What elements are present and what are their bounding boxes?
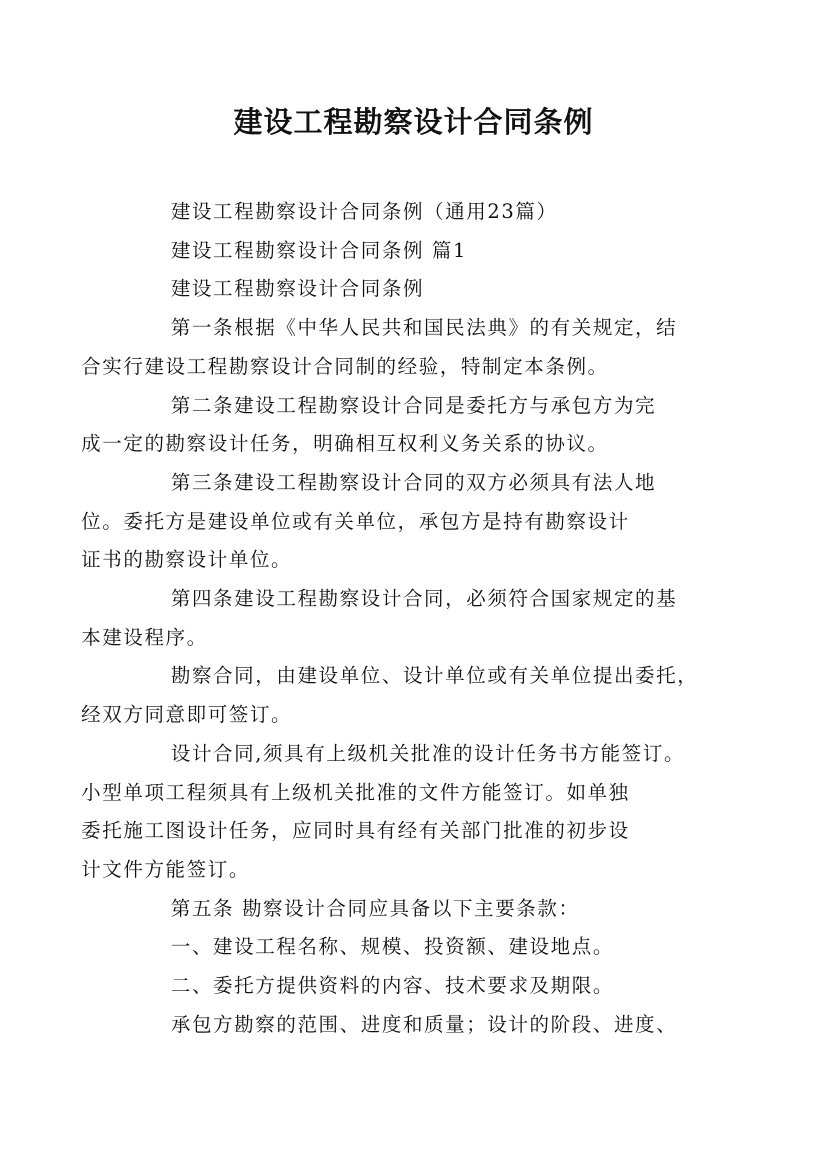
paragraph-line: 第一条根据《中华人民共和国民法典》的有关规定，结	[170, 316, 678, 340]
paragraph-line: 合实行建设工程勘察设计合同制的经验，特制定本条例。	[81, 354, 609, 378]
paragraph-line: 位。委托方是建设单位或有关单位，承包方是持有勘察设计	[81, 509, 630, 533]
paragraph-line: 成一定的勘察设计任务，明确相互权利义务关系的协议。	[81, 432, 609, 456]
paragraph-line: 建设工程勘察设计合同条例	[170, 277, 425, 301]
paragraph-line: 委托施工图设计任务，应同时具有经有关部门批准的初步设	[81, 819, 630, 843]
paragraph	[81, 580, 712, 657]
paragraph-line: 计文件方能签订。	[81, 857, 250, 881]
paragraph-line: 设计合同,须具有上级机关批准的设计任务书方能签订。	[170, 741, 686, 765]
paragraph	[126, 890, 712, 929]
document-title: 建设工程勘察设计合同条例	[233, 105, 594, 139]
paragraph-line: 第三条建设工程勘察设计合同的双方必须具有法人地	[170, 470, 657, 494]
paragraph-line: 证书的勘察设计单位。	[81, 548, 293, 572]
paragraph	[81, 387, 712, 464]
paragraph-line: 二、委托方提供资料的内容、技术要求及期限。	[170, 974, 614, 998]
paragraph-line: 勘察合同，由建设单位、设计单位或有关单位提出委托，	[170, 664, 699, 688]
paragraph-line: 第四条建设工程勘察设计合同，必须符合国家规定的基	[170, 587, 678, 611]
document-body	[81, 193, 712, 1044]
paragraph-line: 经双方同意即可签订。	[81, 703, 293, 727]
paragraph-line: 建设工程勘察设计合同条例 篇1	[170, 238, 467, 262]
paragraph	[126, 967, 712, 1006]
paragraph	[126, 928, 712, 967]
paragraph	[126, 1006, 712, 1045]
paragraph-line: 一、建设工程名称、规模、投资额、建设地点。	[170, 935, 614, 959]
paragraph	[126, 270, 712, 309]
paragraph	[81, 464, 712, 580]
paragraph-line: 小型单项工程须具有上级机关批准的文件方能签订。如单独	[81, 780, 630, 804]
paragraph-line: 第五条 勘察设计合同应具备以下主要条款：	[170, 896, 580, 920]
paragraph-line: 承包方勘察的范围、进度和质量；设计的阶段、进度、	[170, 1012, 678, 1036]
paragraph	[81, 735, 712, 890]
paragraph-line: 建设工程勘察设计合同条例（通用23篇）	[170, 200, 558, 223]
paragraph	[81, 309, 712, 386]
paragraph-line: 本建设程序。	[81, 625, 208, 649]
paragraph-line: 第二条建设工程勘察设计合同是委托方与承包方为完	[170, 393, 657, 417]
paragraph	[126, 193, 712, 232]
paragraph	[81, 657, 712, 734]
paragraph	[126, 232, 712, 271]
